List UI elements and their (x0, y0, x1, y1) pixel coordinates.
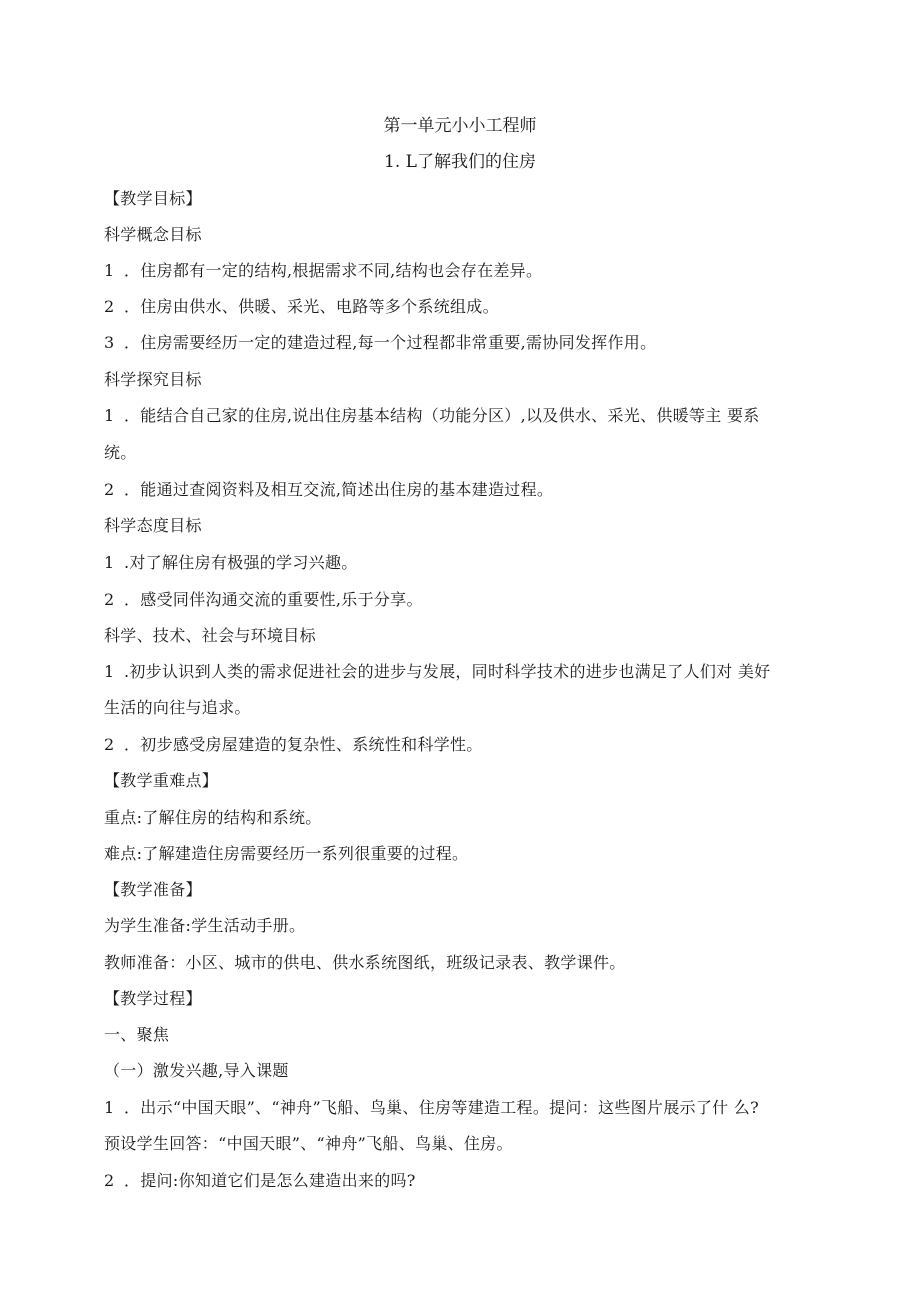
section-heading-key-points: 【教学重难点】 (104, 771, 219, 790)
item-number: 2 (104, 297, 115, 316)
teacher-preparation: 教师准备：小区、城市的供电、供水系统图纸，班级记录表、教学课件。 (104, 953, 626, 972)
inquiry-goal-2 (104, 479, 553, 501)
concept-goal-3 (104, 332, 656, 354)
document-title: 第一单元小小工程师 (383, 116, 537, 136)
attitude-goals-heading: 科学态度目标 (104, 516, 202, 535)
subsection-heading: （一）激发兴趣,导入课题 (104, 1061, 289, 1080)
item-text: ．感受同伴沟通交流的重要性,乐于分享。 (124, 590, 423, 609)
concept-goal-1 (104, 260, 542, 282)
item-number: 1 (104, 1098, 115, 1117)
item-text: ．能通过查阅资料及相互交流,简述出住房的基本建造过程。 (124, 480, 554, 499)
inquiry-goal-1 (104, 405, 760, 427)
item-text: ．住房都有一定的结构,根据需求不同,结构也会存在差异。 (124, 261, 543, 280)
key-point: 重点:了解住房的结构和系统。 (104, 808, 322, 827)
item-text: ．住房由供水、供暖、采光、电路等多个系统组成。 (124, 297, 499, 316)
section-heading-goals: 【教学目标】 (104, 189, 202, 208)
item-text: ．出示“中国天眼”、“神舟”飞船、鸟巢、住房等建造工程。提问：这些图片展示了什 么? (124, 1098, 759, 1117)
item-text: ．能结合自己家的住房,说出住房基本结构（功能分区）,以及供水、采光、供暖等主 要系 (124, 406, 760, 425)
item-number: 2 (104, 480, 115, 499)
section-heading-process: 【教学过程】 (104, 989, 202, 1008)
sts-goal-1 (104, 661, 770, 683)
inquiry-goals-heading: 科学探究目标 (104, 370, 202, 389)
item-text: .对了解住房有极强的学习兴趣。 (124, 553, 358, 572)
item-number: 1 (104, 662, 115, 681)
item-text: .初步认识到人类的需求促进社会的进步与发展，同时科学技术的进步也满足了人们对 美好 (124, 662, 771, 681)
sts-goal-1-continued: 生活的向往与追求。 (104, 698, 251, 717)
lesson-title: 1. L了解我们的住房 (384, 152, 536, 172)
inquiry-goal-1-continued: 统。 (104, 443, 137, 462)
attitude-goal-1 (104, 552, 358, 574)
part-one-heading: 一、聚焦 (104, 1025, 170, 1044)
item-text: ．住房需要经历一定的建造过程,每一个过程都非常重要,需协同发挥作用。 (124, 333, 657, 352)
item-number: 2 (104, 1171, 115, 1190)
expected-answer: 预设学生回答：“中国天眼”、“神舟”飞船、鸟巢、住房。 (104, 1134, 513, 1153)
sts-goals-heading: 科学、技术、社会与环境目标 (104, 626, 316, 645)
student-preparation: 为学生准备:学生活动手册。 (104, 916, 306, 935)
item-number: 1 (104, 553, 115, 572)
process-step-1 (104, 1097, 759, 1119)
item-text: ．提问:你知道它们是怎么建造出来的吗? (124, 1171, 416, 1190)
item-number: 1 (104, 261, 115, 280)
item-number: 2 (104, 735, 115, 754)
concept-goal-2 (104, 296, 499, 318)
difficult-point: 难点:了解建造住房需要经历一系列很重要的过程。 (104, 844, 469, 863)
process-step-2 (104, 1170, 416, 1192)
sts-goal-2 (104, 734, 483, 756)
item-number: 2 (104, 590, 115, 609)
item-number: 1 (104, 406, 115, 425)
section-heading-preparation: 【教学准备】 (104, 880, 202, 899)
concept-goals-heading: 科学概念目标 (104, 225, 202, 244)
attitude-goal-2 (104, 589, 423, 611)
item-text: ．初步感受房屋建造的复杂性、系统性和科学性。 (124, 735, 483, 754)
item-number: 3 (104, 333, 115, 352)
